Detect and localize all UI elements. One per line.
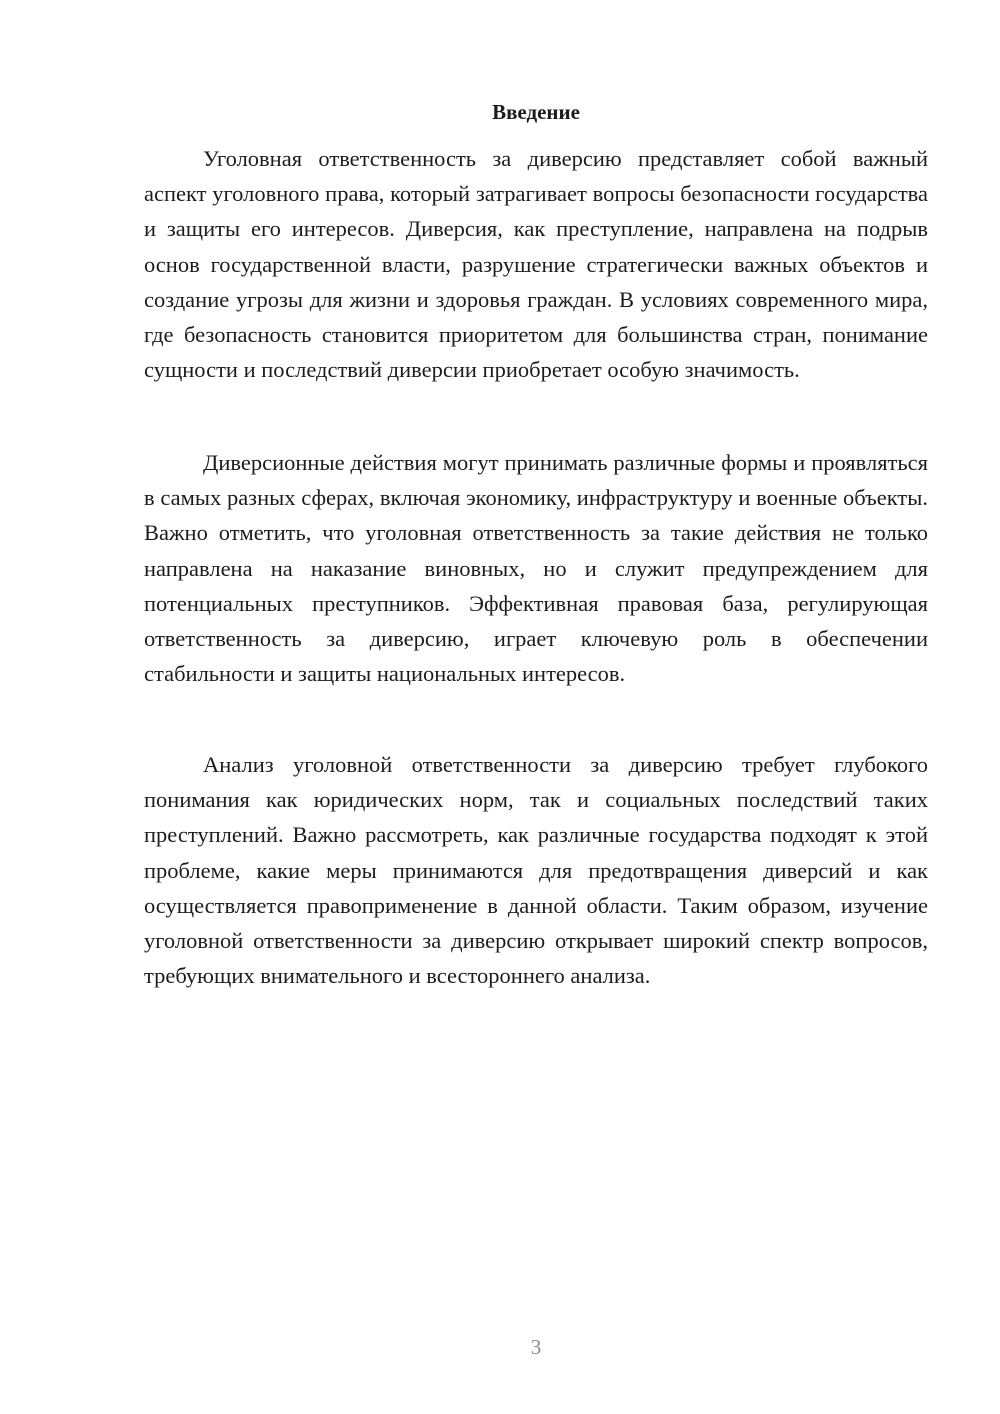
paragraph-1: Уголовная ответственность за диверсию представляет собой важный аспект уголовного права, который затрагивает вопросы безопасности государства и защиты его интересов. Диверсия, как преступление, направлена на подрыв основ государственной власти, разрушение стратегически важных объектов и создание угрозы для жизни и здоровья граждан. В условиях современного мира, где безопасность становится приоритетом для большинства стран, понимание сущности и последствий диверсии приобретает особую значимость. bbox=[144, 146, 928, 383]
page-number: 3 bbox=[530, 1335, 542, 1359]
paragraph-3: Анализ уголовной ответственности за диверсию требует глубокого понимания как юридических норм, так и социальных последствий таких преступлений. Важно рассмотреть, как различные государства подходят к этой проблеме, какие меры принимаются для предотвращения диверсий и как осуществляется правоприменение в данной области. Таким образом, изучение уголовной ответственности за диверсию открывает широкий спектр вопросов, требующих внимательного и всестороннего анализа. bbox=[144, 752, 928, 989]
paragraph-2: Диверсионные действия могут принимать различные формы и проявляться в самых разных сферах, включая экономику, инфраструктуру и военные объекты. Важно отметить, что уголовная ответственность за такие действия не только направлена на наказание виновных, но и служит предупреждением для потенциальных преступников. Эффективная правовая база, регулирующая ответственность за диверсию, играет ключевую роль в обеспечении стабильности и защиты национальных интересов. bbox=[144, 450, 928, 687]
section-title: Введение bbox=[492, 100, 580, 124]
